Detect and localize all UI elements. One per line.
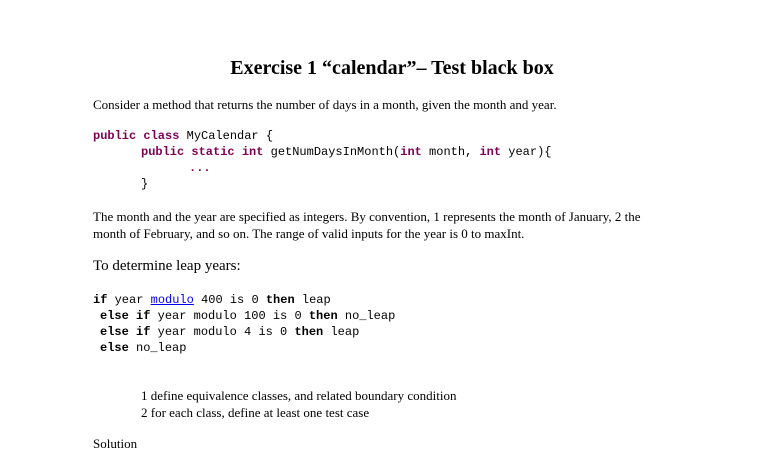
keyword-else: else	[100, 309, 129, 323]
keyword-if: if	[136, 325, 151, 339]
leap-rule-4	[100, 340, 186, 356]
code-text: getNumDaysInMonth(	[263, 145, 401, 159]
cutoff-heading: Solution	[93, 436, 138, 451]
code-keyword: int	[479, 145, 502, 159]
rule-text: year modulo 100 is 0	[150, 309, 309, 323]
rule-text: year modulo 4 is 0	[150, 325, 295, 339]
paragraph-line-2: month of February, and so on. The range of valid inputs for the year is 0 to maxInt.	[93, 226, 525, 241]
paragraph-line-1: The month and the year are specified as integers. By convention, 1 represents the month of January, 2 the	[93, 209, 641, 224]
code-keyword: public class	[93, 129, 180, 143]
rule-text: no_leap	[128, 341, 187, 355]
code-text: MyCalendar {	[179, 129, 274, 143]
code-line-1	[93, 128, 273, 144]
intro-paragraph: Consider a method that returns the number of days in a month, given the month and year.	[93, 97, 557, 112]
leap-rule-1	[93, 292, 331, 308]
code-text: year){	[501, 145, 552, 159]
rule-text: no_leap	[337, 309, 396, 323]
keyword-if: if	[93, 293, 108, 307]
task-item-1: 1 define equivalence classes, and related boundary condition	[141, 388, 457, 403]
keyword-else: else	[100, 325, 129, 339]
code-keyword: int	[400, 145, 422, 159]
rule-text: leap	[294, 293, 331, 307]
keyword-else: else	[100, 341, 129, 355]
keyword-then: then	[294, 325, 324, 339]
leap-years-heading: To determine leap years:	[93, 258, 241, 274]
modulo-link[interactable]: modulo	[150, 293, 194, 307]
keyword-then: then	[265, 293, 295, 307]
code-line-2	[141, 144, 552, 160]
rule-text: year	[107, 293, 151, 307]
code-line-4-brace: }	[141, 177, 149, 191]
rule-text: leap	[323, 325, 360, 339]
code-line-3-ellipsis: ...	[189, 161, 211, 175]
code-keyword: public static int	[141, 145, 264, 159]
keyword-then: then	[308, 309, 338, 323]
leap-rule-2	[100, 308, 395, 324]
page-title: Exercise 1 “calendar”– Test black box	[230, 57, 554, 79]
leap-rule-3	[100, 324, 359, 340]
keyword-if: if	[136, 309, 151, 323]
task-item-2: 2 for each class, define at least one test case	[141, 405, 370, 420]
rule-text: 400 is 0	[193, 293, 266, 307]
code-text: month,	[421, 145, 480, 159]
